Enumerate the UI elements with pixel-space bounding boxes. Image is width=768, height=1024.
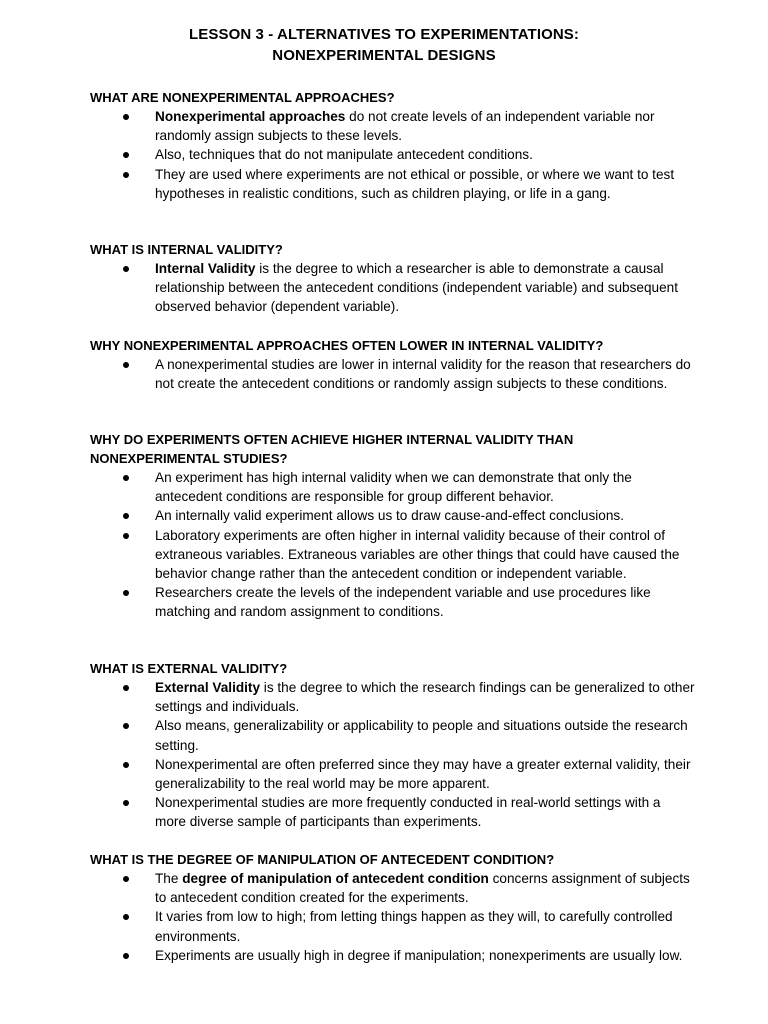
section-heading: WHY NONEXPERIMENTAL APPROACHES OFTEN LOWER IN INTERNAL VALIDITY? <box>90 338 604 353</box>
bullet-list <box>0 468 768 622</box>
list-item <box>155 907 695 945</box>
item-text: Nonexperimental studies are more frequently conducted in real-world settings with a more diverse sample of participants than experiments. <box>155 795 661 830</box>
bullet-icon <box>123 685 129 691</box>
item-text: do not create levels of an independent variable nor randomly assign subjects to these levels. <box>155 109 655 144</box>
section-heading: WHAT IS INTERNAL VALIDITY? <box>90 242 283 257</box>
section-internal-validity <box>0 240 768 317</box>
bullet-icon <box>123 723 129 729</box>
item-text: is the degree to which the research findings can be generalized to other settings and individuals. <box>155 680 695 715</box>
bold-term: Internal Validity <box>155 261 256 276</box>
bullet-icon <box>123 762 129 768</box>
list-item <box>155 165 695 203</box>
section-heading: WHY DO EXPERIMENTS OFTEN ACHIEVE HIGHER INTERNAL VALIDITY THAN NONEXPERIMENTAL STUDIES? <box>90 432 574 466</box>
item-prefix: The <box>155 871 183 886</box>
bullet-icon <box>123 590 129 596</box>
item-text: Also means, generalizability or applicability to people and situations outside the research setting. <box>155 718 688 753</box>
section-heading: WHAT IS EXTERNAL VALIDITY? <box>90 661 288 676</box>
bold-term: Nonexperimental approaches <box>155 109 346 124</box>
list-item <box>155 259 695 317</box>
item-text: It varies from low to high; from letting things happen as they will, to carefully controlled environments. <box>155 909 673 944</box>
list-item <box>155 506 695 525</box>
item-text: Experiments are usually high in degree if manipulation; nonexperiments are usually low. <box>155 947 683 963</box>
bullet-list <box>0 869 768 965</box>
bold-term: degree of manipulation of antecedent condition <box>182 871 489 886</box>
bullet-icon <box>123 152 129 158</box>
section-degree-of-manipulation <box>0 850 768 965</box>
bullet-icon <box>123 114 129 120</box>
bullet-list <box>0 355 768 393</box>
item-text: A nonexperimental studies are lower in internal validity for the reason that researchers do not create the antecedent conditions or randomly assign subjects to these conditions. <box>155 357 691 392</box>
document-title-line-2: NONEXPERIMENTAL DESIGNS <box>272 47 496 64</box>
bullet-list <box>0 259 768 317</box>
document-title-line-1: LESSON 3 - ALTERNATIVES TO EXPERIMENTATIONS: <box>189 26 579 43</box>
bullet-icon <box>123 800 129 806</box>
bullet-icon <box>123 266 129 272</box>
section-higher-internal-validity <box>0 430 768 622</box>
bullet-list <box>0 107 768 203</box>
list-item <box>155 755 695 793</box>
item-text: is the degree to which a researcher is able to demonstrate a causal relationship between the antecedent conditions (independent variable) and subsequent observed behavior (dependent variable). <box>155 261 678 315</box>
section-heading: WHAT IS THE DEGREE OF MANIPULATION OF ANTECEDENT CONDITION? <box>90 852 555 867</box>
bullet-icon <box>123 513 129 519</box>
bold-term: External Validity <box>155 680 261 695</box>
item-text: Laboratory experiments are often higher in internal validity because of their control of extraneous variables. Extraneous variables are other things that could have caused the behavior change rather than the antecedent condition or independent variable. <box>155 527 680 582</box>
list-item <box>155 793 695 831</box>
section-lower-internal-validity <box>0 336 768 393</box>
item-text: An internally valid experiment allows us to draw cause-and-effect conclusions. <box>155 508 624 524</box>
list-item <box>155 716 695 754</box>
bullet-icon <box>123 914 129 920</box>
section-external-validity <box>0 659 768 832</box>
item-text: An experiment has high internal validity when we can demonstrate that only the antecedent conditions are responsible for group different behavior. <box>155 470 632 505</box>
list-item <box>155 526 695 584</box>
list-item <box>155 145 695 164</box>
item-text: Nonexperimental are often preferred since they may have a greater external validity, their generalizability to the real world may be more apparent. <box>155 756 691 792</box>
list-item <box>155 678 695 716</box>
bullet-icon <box>123 172 129 178</box>
bullet-icon <box>123 362 129 368</box>
list-item <box>155 355 695 393</box>
bullet-icon <box>123 533 129 539</box>
section-nonexperimental-approaches <box>0 88 768 203</box>
list-item <box>155 583 695 621</box>
bullet-icon <box>123 953 129 959</box>
list-item <box>155 468 695 506</box>
list-item <box>155 869 695 907</box>
section-heading: WHAT ARE NONEXPERIMENTAL APPROACHES? <box>90 90 395 105</box>
bullet-list <box>0 678 768 832</box>
bullet-icon <box>123 876 129 882</box>
item-text: Also, techniques that do not manipulate antecedent conditions. <box>155 147 533 163</box>
item-text: They are used where experiments are not ethical or possible, or where we want to test hypotheses in realistic conditions, such as children playing, or life in a gang. <box>155 166 675 201</box>
list-item <box>155 946 695 965</box>
list-item <box>155 107 695 145</box>
item-text: Researchers create the levels of the independent variable and use procedures like matching and random assignment to conditions. <box>155 585 651 620</box>
item-text: concerns assignment of subjects to antecedent condition created for the experiments. <box>155 871 690 906</box>
bullet-icon <box>123 475 129 481</box>
